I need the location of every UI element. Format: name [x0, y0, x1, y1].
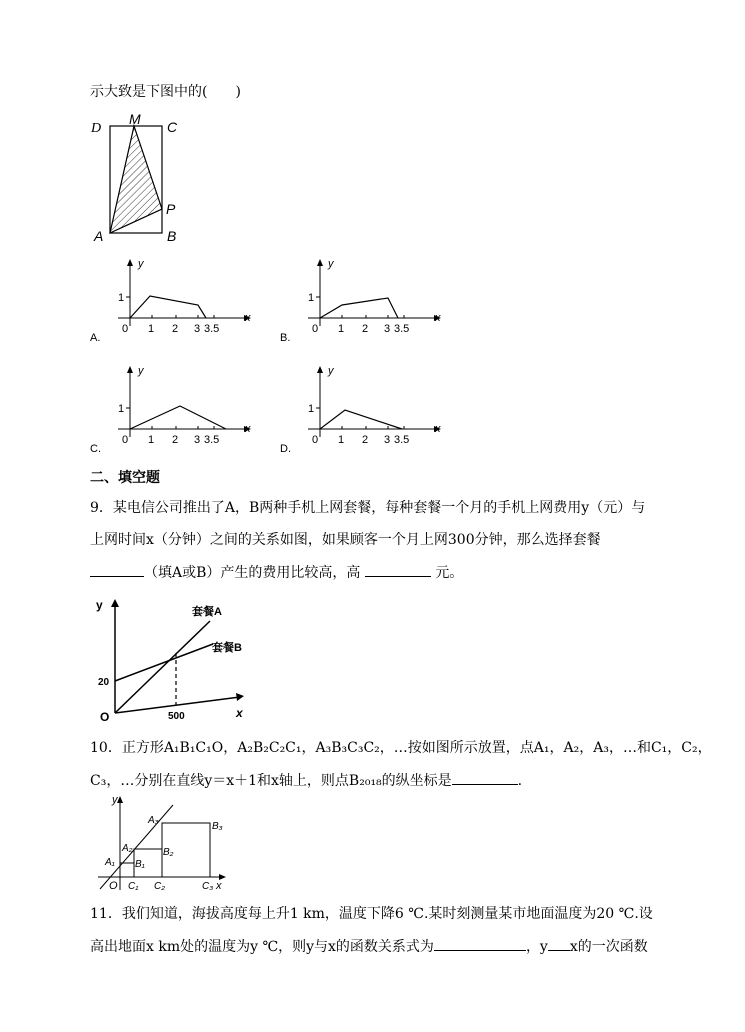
q10-a2-label: A₂ — [122, 843, 133, 854]
q9-series-a-label: 套餐A — [192, 606, 222, 618]
q10-y-label: y — [112, 794, 118, 806]
y-axis-label: y — [138, 365, 144, 377]
option-letter: A. — [90, 332, 101, 344]
q9-line2: 上网时间x（分钟）之间的关系如图，如果顾客一个月上网300分钟，那么选择套餐 — [90, 532, 601, 548]
q10-line1: 10．正方形A₁B₁C₁O，A₂B₂C₂C₁，A₃B₃C₃C₂，…按如图所示放置，点A₁，A₂，A₃，…和C₁，C₂， — [90, 740, 712, 756]
x-tick-label: 0 — [312, 434, 319, 446]
option-letter: D. — [280, 443, 291, 455]
series-b-line — [115, 644, 213, 681]
label-b: B — [167, 228, 177, 244]
y-tick-label: 1 — [308, 292, 315, 304]
q9-graph — [90, 595, 250, 725]
q10-x-label: x — [216, 880, 222, 892]
label-m: M — [129, 112, 141, 127]
q11-line2-end: x的一次函数 — [569, 939, 648, 955]
q10-c2-label: C₂ — [154, 881, 166, 892]
x-tick-label: 0 — [122, 323, 129, 335]
label-c: C — [167, 119, 178, 135]
label-p: P — [166, 201, 176, 217]
x-axis-label: x — [435, 312, 441, 324]
label-d: D — [91, 121, 102, 136]
q9-series-b-label: 套餐B — [212, 642, 242, 654]
q9-blank-amount[interactable] — [365, 562, 431, 577]
square-1 — [120, 863, 134, 877]
q10-b3-label: B₃ — [212, 821, 223, 832]
q10-blank[interactable] — [452, 770, 518, 785]
q8-option-graph-4 — [280, 362, 445, 457]
q11-blank-relation[interactable] — [548, 936, 570, 951]
x-axis-label: x — [435, 423, 441, 435]
q11-blank-function[interactable] — [434, 936, 526, 951]
q9-y-tick: 20 — [98, 677, 110, 688]
x-tick-label: 1 — [338, 434, 345, 446]
q8-option-graph-3 — [90, 362, 255, 457]
series-a-line — [115, 621, 210, 713]
y-axis-label: y — [328, 365, 334, 377]
x-tick-label: 1 — [338, 323, 345, 335]
label-a: A — [94, 228, 104, 244]
x-tick-label: 2 — [362, 323, 369, 335]
q9-blank-plan[interactable] — [90, 562, 144, 577]
q11-line2-start: 高出地面x km处的温度为y ℃，则y与x的函数关系式为 — [90, 939, 434, 955]
graph-curve — [320, 298, 398, 318]
x-tick-label: 2 — [172, 434, 179, 446]
q9-line3-end: 元。 — [435, 565, 464, 581]
triangle-amp — [110, 126, 162, 233]
q10-a1-label: A₁ — [105, 857, 115, 868]
x-tick-label: 3.5 — [394, 434, 410, 446]
x-tick-label: 3.5 — [204, 434, 220, 446]
q10-line2-start: C₃，…分别在直线y＝x＋1和x轴上，则点B₂₀₁₈的纵坐标是 — [90, 773, 452, 789]
x-tick-label: 3 — [384, 323, 391, 335]
x-tick-label: 0 — [312, 323, 319, 335]
q10-line2 — [90, 770, 522, 791]
x-tick-label: 0 — [122, 434, 129, 446]
section-title: 二、填空题 — [90, 470, 160, 486]
q11-line2 — [90, 936, 648, 957]
x-tick-label: 3.5 — [204, 323, 220, 335]
q8-option-graph-2 — [280, 255, 445, 350]
graph-curve — [130, 296, 206, 318]
x-tick-label: 2 — [172, 323, 179, 335]
q10-line2-end: . — [517, 773, 523, 789]
x-axis-label: x — [245, 423, 251, 435]
x-axis-label: x — [245, 312, 251, 324]
x-tick-label: 1 — [148, 323, 155, 335]
q10-c3-label: C₃ — [202, 881, 214, 892]
q9-x-label: x — [236, 706, 243, 720]
q9-x-tick: 500 — [168, 711, 185, 722]
q10-c1-label: C₁ — [128, 881, 139, 892]
x-tick-label: 3.5 — [394, 323, 410, 335]
y-tick-label: 1 — [118, 403, 125, 415]
q11-line2-mid: ，y — [525, 939, 548, 955]
q9-line3-mid: （填A或B）产生的费用比较高，高 — [144, 565, 361, 581]
q10-figure — [88, 793, 233, 893]
q8-intro-tail: 示大致是下图中的( ) — [90, 84, 241, 100]
q10-o-label: O — [109, 880, 118, 892]
x-tick-label: 2 — [362, 434, 369, 446]
q9-line1: 9．某电信公司推出了A，B两种手机上网套餐，每种套餐一个月的手机上网费用y（元）与 — [90, 500, 646, 516]
q9-line3 — [90, 562, 463, 583]
option-letter: C. — [90, 443, 101, 455]
y-tick-label: 1 — [308, 403, 315, 415]
y-tick-label: 1 — [118, 292, 125, 304]
y-axis-label: y — [328, 258, 334, 270]
y-axis-label: y — [138, 258, 144, 270]
x-tick-label: 3 — [194, 434, 201, 446]
q10-b1-label: B₁ — [135, 859, 145, 870]
x-tick-label: 3 — [194, 323, 201, 335]
x-tick-label: 1 — [148, 434, 155, 446]
q10-b2-label: B₂ — [163, 847, 174, 858]
q10-a3-label: A₃ — [148, 815, 159, 826]
graph-curve — [130, 406, 226, 429]
graph-curve — [320, 410, 402, 429]
q8-rectangle-figure — [88, 112, 188, 247]
option-letter: B. — [280, 332, 291, 344]
q11-line1: 11．我们知道，海拔高度每上升1 km，温度下降6 ℃.某时刻测量某市地面温度为20 ℃.设 — [90, 906, 653, 922]
q9-origin: O — [100, 710, 110, 724]
q8-option-graph-1 — [90, 255, 255, 350]
x-tick-label: 3 — [384, 434, 391, 446]
q9-y-label: y — [96, 598, 103, 612]
